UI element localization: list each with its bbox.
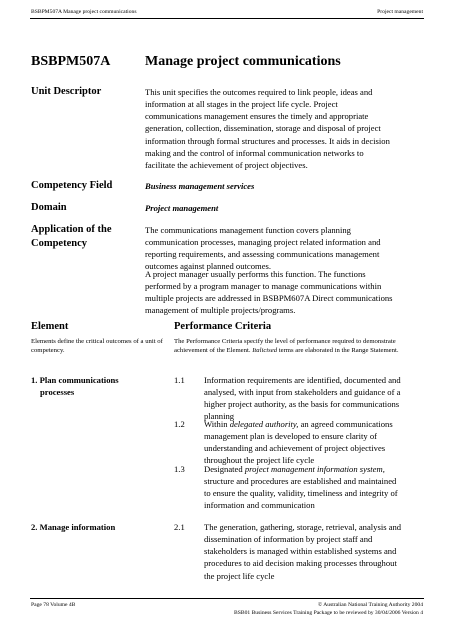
criterion-text: Within delegated authority, an agreed communications management plan is developed to ensure clarity of understanding and achievement of project objectives throughout the project life cycle bbox=[204, 419, 393, 466]
application-para2: A project manager usually performs this function. The functions performed by a program manager to manage communications within multiple projects are addressed in BSBPM607A Direct communications management of multiple projects/programs. bbox=[145, 269, 393, 316]
performance-criteria-description: The Performance Criteria specify the level of performance required to demonstrate achievement of the Element. Italicised terms are elaborated in the Range Statement. bbox=[174, 338, 399, 354]
element-1-label: 1. Plan communications processes bbox=[31, 375, 119, 398]
performance-criteria-heading: Performance Criteria bbox=[174, 321, 272, 332]
criterion-text: Information requirements are identified, documented and analysed, with input from stakeholders and guidance of a higher project authority, as the basis for communications planning bbox=[204, 375, 401, 422]
criterion-text: The generation, gathering, storage, retrieval, analysis and dissemination of information by project staff and stakeholders is managed within established systems and procedures to aid decision making processes throughout the project life cycle bbox=[204, 522, 402, 581]
descriptor-text: This unit specifies the outcomes required to link people, ideas and information at all stages in the project life cycle. Project communications management ensures the timely and appropriate generation, collection, dissemination, storage and disposal of project information through formal structures and processes. It aids in decision making and the control of informal communication networks to facilitate the achievement of project objectives. bbox=[145, 87, 390, 170]
descriptor-label: Unit Descriptor bbox=[31, 86, 102, 97]
running-header-right: Project management bbox=[377, 9, 423, 15]
footer-copyright: © Australian National Training Authority 2004 BSB01 Business Services Training Package to be reviewed by 30/04/2006 Version 4 bbox=[234, 602, 423, 616]
competency-field-label: Competency Field bbox=[31, 180, 113, 191]
application-para1: The communications management function covers planning communication processes, managing project related information and reporting requirements, and assessing communications management outcomes against planned outcomes. bbox=[145, 225, 381, 272]
element-heading: Element bbox=[31, 321, 69, 332]
criterion-text: Designated project management information system, structure and procedures are established and maintained to ensure the quality, validity, timeliness and integrity of information and communication bbox=[204, 464, 398, 511]
criterion-number: 2.1 bbox=[174, 522, 185, 532]
criterion-number: 1.3 bbox=[174, 464, 185, 474]
header-rule bbox=[30, 18, 424, 19]
footer-rule bbox=[30, 598, 424, 599]
criterion-number: 1.2 bbox=[174, 419, 185, 429]
application-label-line2: Competency bbox=[31, 238, 87, 249]
footer-page-number: Page 78 Volume 4B bbox=[31, 602, 76, 608]
application-label bbox=[31, 223, 112, 251]
running-header-left: BSBPM507A Manage project communications bbox=[31, 9, 137, 15]
element-2-label: 2. Manage information bbox=[31, 522, 116, 532]
domain-label: Domain bbox=[31, 202, 67, 213]
unit-title: Manage project communications bbox=[145, 54, 341, 69]
unit-code: BSBPM507A bbox=[31, 54, 111, 69]
criterion-number: 1.1 bbox=[174, 375, 185, 385]
application-label-line1: Application of the bbox=[31, 224, 112, 235]
domain-value: Project management bbox=[145, 203, 219, 213]
element-description: Elements define the critical outcomes of a unit of competency. bbox=[31, 338, 163, 354]
competency-field-value: Business management services bbox=[145, 181, 255, 191]
